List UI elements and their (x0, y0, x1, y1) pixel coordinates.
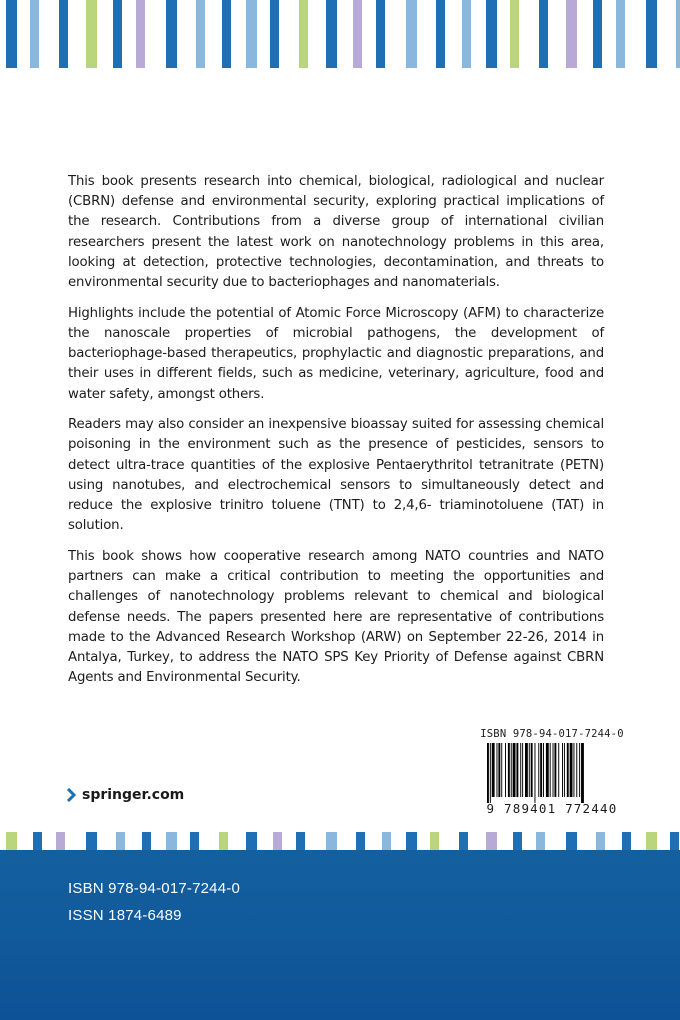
stripe (486, 832, 497, 850)
stripe (113, 0, 122, 68)
stripe (486, 0, 497, 68)
stripe (596, 832, 605, 850)
stripe (296, 832, 305, 850)
barcode-bar (550, 743, 551, 797)
stripe (376, 0, 385, 68)
barcode-bar (579, 743, 580, 797)
barcode-bar (570, 743, 573, 797)
stripe (136, 0, 145, 68)
stripe (430, 832, 439, 850)
stripe (33, 832, 42, 850)
barcode-number: 9 789401 772440 (486, 801, 618, 816)
barcode-bar (564, 743, 565, 797)
barcode-bar (501, 743, 502, 797)
barcode-isbn-label: ISBN 978-94-017-7244-0 (480, 728, 624, 740)
stripe (6, 832, 17, 850)
barcode-bar (573, 743, 574, 797)
stripe (59, 0, 68, 68)
stripe (56, 832, 65, 850)
stripe (593, 0, 602, 68)
footer-band (0, 850, 680, 1020)
stripe (166, 0, 177, 68)
barcode-bar (516, 743, 518, 797)
stripe (406, 0, 417, 68)
stripe (513, 832, 522, 850)
bottom-decorative-stripes (0, 832, 680, 850)
barcode-bar (576, 743, 577, 797)
paragraph-3: Readers may also consider an inexpensive bioassay suited for assessing chemical poisoning in the environment such as the presence of pesticides, sensors to detect ultra-trace quantities of the explosive Pentaerythritol tetranitrate (PETN) using nanotubes, and electrochemical sensors to simultaneously detect and reduce the explosive trinitro toluene (TNT) to 2,4,6- triaminotoluene (TAT) in solution. (68, 417, 604, 534)
back-cover-description (68, 172, 604, 699)
stripe (436, 0, 445, 68)
stripe (459, 832, 468, 850)
barcode-bar (581, 743, 584, 803)
barcode-bar (546, 743, 549, 797)
stripe (142, 832, 151, 850)
stripe (166, 832, 177, 850)
barcode-bar (531, 743, 533, 797)
stripe (356, 832, 365, 850)
barcode-bar (543, 743, 544, 797)
barcode-bars (485, 743, 619, 803)
barcode-bar (487, 743, 489, 803)
stripe (30, 0, 39, 68)
barcode-bar (535, 743, 536, 803)
footer-isbn: ISBN 978-94-017-7244-0 (68, 880, 241, 897)
stripe (326, 832, 337, 850)
stripe (462, 0, 471, 68)
barcode-bar (525, 743, 528, 797)
barcode-bar (505, 743, 506, 797)
stripe (190, 832, 199, 850)
barcode-bar (554, 743, 556, 797)
stripe (86, 0, 97, 68)
stripe (510, 0, 519, 68)
paragraph-4: This book shows how cooperative research among NATO countries and NATO partners can make a critical contribution to meeting the opportunities and challenges of nanotechnology problems relevant to chemical and biological defense needs. The papers presented here are representative of contributions made to the Advanced Research Workshop (ARW) on September 22-26, 2014 in Antalya, Turkey, to address the NATO SPS Key Priority of Defense against CBRN Agents and Environmental Security. (68, 548, 604, 686)
barcode-bar (497, 743, 498, 797)
barcode-bar (567, 743, 569, 797)
barcode-bar (540, 743, 542, 797)
stripe (6, 0, 17, 68)
barcode-bar (520, 743, 521, 797)
stripe (116, 832, 125, 850)
stripe (622, 832, 631, 850)
barcode-bar (522, 743, 523, 797)
stripe (676, 0, 680, 68)
isbn-barcode (478, 727, 626, 819)
barcode-bar (529, 743, 530, 797)
barcode-bar (492, 743, 495, 797)
stripe (566, 0, 577, 68)
barcode-bar (553, 743, 554, 797)
stripe (539, 0, 548, 68)
barcode-bar (490, 743, 491, 803)
springer-link[interactable] (66, 787, 184, 803)
stripe (222, 0, 231, 68)
barcode-bar (562, 743, 563, 797)
stripe (646, 0, 657, 68)
paragraph-1: This book presents research into chemical, biological, radiological and nuclear (CBRN) defense and environmental security, exploring practical implications of the research. Contributions from a diverse group of international civilian researchers present the latest work on nanotechnology problems in this area, looking at detection, protective technologies, decontamination, and threats to environmental security due to bacteriophages and nanomaterials. (68, 174, 604, 291)
stripe (270, 0, 279, 68)
barcode-bar (508, 743, 510, 797)
barcode-bar (511, 743, 512, 797)
footer-issn: ISSN 1874-6489 (68, 907, 182, 924)
chevron-right-icon (66, 788, 76, 802)
stripe (353, 0, 362, 68)
springer-link-text: springer.com (82, 787, 185, 803)
barcode-bar (538, 743, 539, 797)
stripe (246, 0, 257, 68)
stripe (670, 832, 679, 850)
stripe (326, 0, 337, 68)
stripe (219, 832, 228, 850)
stripe (646, 832, 657, 850)
barcode-bar (513, 743, 516, 797)
stripe (566, 832, 577, 850)
stripe (246, 832, 257, 850)
stripe (382, 832, 391, 850)
stripe (299, 0, 308, 68)
top-decorative-stripes (0, 0, 680, 68)
barcode-bar (558, 743, 559, 797)
stripe (616, 0, 625, 68)
stripe (406, 832, 417, 850)
stripe (536, 832, 545, 850)
paragraph-2: Highlights include the potential of Atomic Force Microscopy (AFM) to characterize the nanoscale properties of microbial pathogens, the development of bacteriophage-based therapeutics, prophylactic and diagnostic preparations, and their uses in different fields, such as medicine, veterinary, agriculture, food and water safety, amongst others. (68, 305, 604, 402)
stripe (273, 832, 282, 850)
stripe (86, 832, 97, 850)
stripe (196, 0, 205, 68)
barcode-bar (498, 743, 500, 797)
